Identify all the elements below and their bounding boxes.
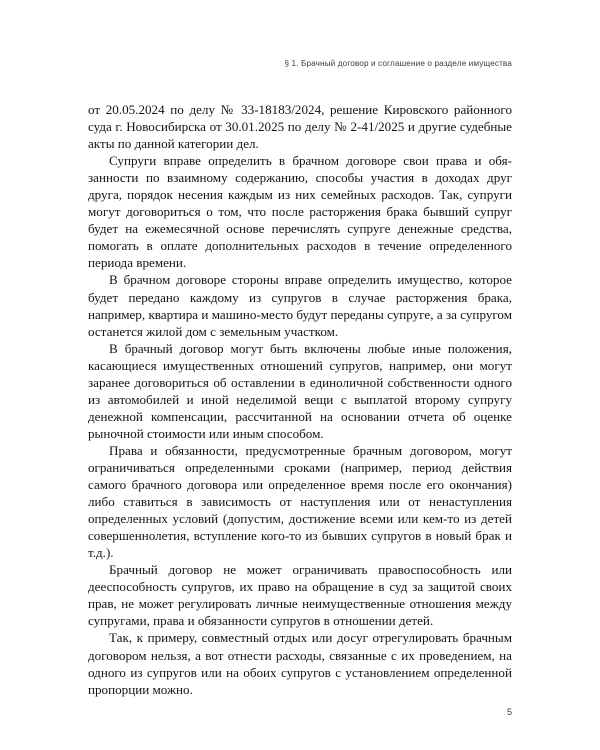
paragraph: от 20.05.2024 по делу № 33-18183/2024, решение Кировского районного суда г. Новосибирска от 30.01.2025 по делу № 2-41/2025 и другие судебные акты по данной категории дел. [88, 102, 512, 152]
paragraph: В брачный договор могут быть включены любые иные положения, касающиеся имущественных отношений супругов, например, они могут заранее договориться об оставлении в единоличной собственности одного из автомобилей и иной неделимой вещи с выплатой второму супругу денежной компенсации, рассчитанной на основании отчета об оценке рыночной стоимости или иным способом. [88, 340, 512, 441]
running-head: § 1. Брачный договор и соглашение о разделе имущества [284, 59, 512, 68]
paragraph: Так, к примеру, совместный отдых или досуг отрегулировать брачным договором нельзя, а вот отнести расходы, связанные с их проведением, на одного из супругов или на обоих супругов с установлением определенной пропорции можно. [88, 630, 512, 697]
body-text-column [88, 101, 512, 698]
paragraph: Брачный договор не может ограничивать правоспособность или дееспособность супругов, их право на обращение в суд за защитой своих прав, не может регулировать личные неимущественные отношения между супругами, права и обязанности супругов в отношении детей. [88, 562, 512, 629]
paragraph: Права и обязанности, предусмотренные брачным договором, могут ограничиваться определенными сроками (например, период действия самого брачного договора или определенное время после его окончания) либо ставиться в зависимость от наступления или от ненаступления определенных условий (допустим, достижение всеми или кем-то из детей совершеннолетия, вступление кого-то из бывших супругов в новый брак и т.д.). [88, 442, 512, 561]
paragraph: В брачном договоре стороны вправе определить имущество, которое будет передано каждому из супругов в случае расторжения брака, например, квартира и машино-место будут переданы супруге, а за супругом останется жилой дом с земельным участком. [88, 272, 512, 339]
paragraph: Супруги вправе определить в брачном договоре свои права и обязанности по взаимному содержанию, способы участия в доходах друг друга, порядок несения каждым из них семейных расходов. Так, супруги могут договориться о том, что после расторжения брака бывший супруг будет на ежемесячной основе перечислять супруге денежные средства, помогать в оплате дополнительных расходов в течение определенного периода времени. [88, 153, 512, 271]
page-number: 5 [506, 707, 512, 717]
